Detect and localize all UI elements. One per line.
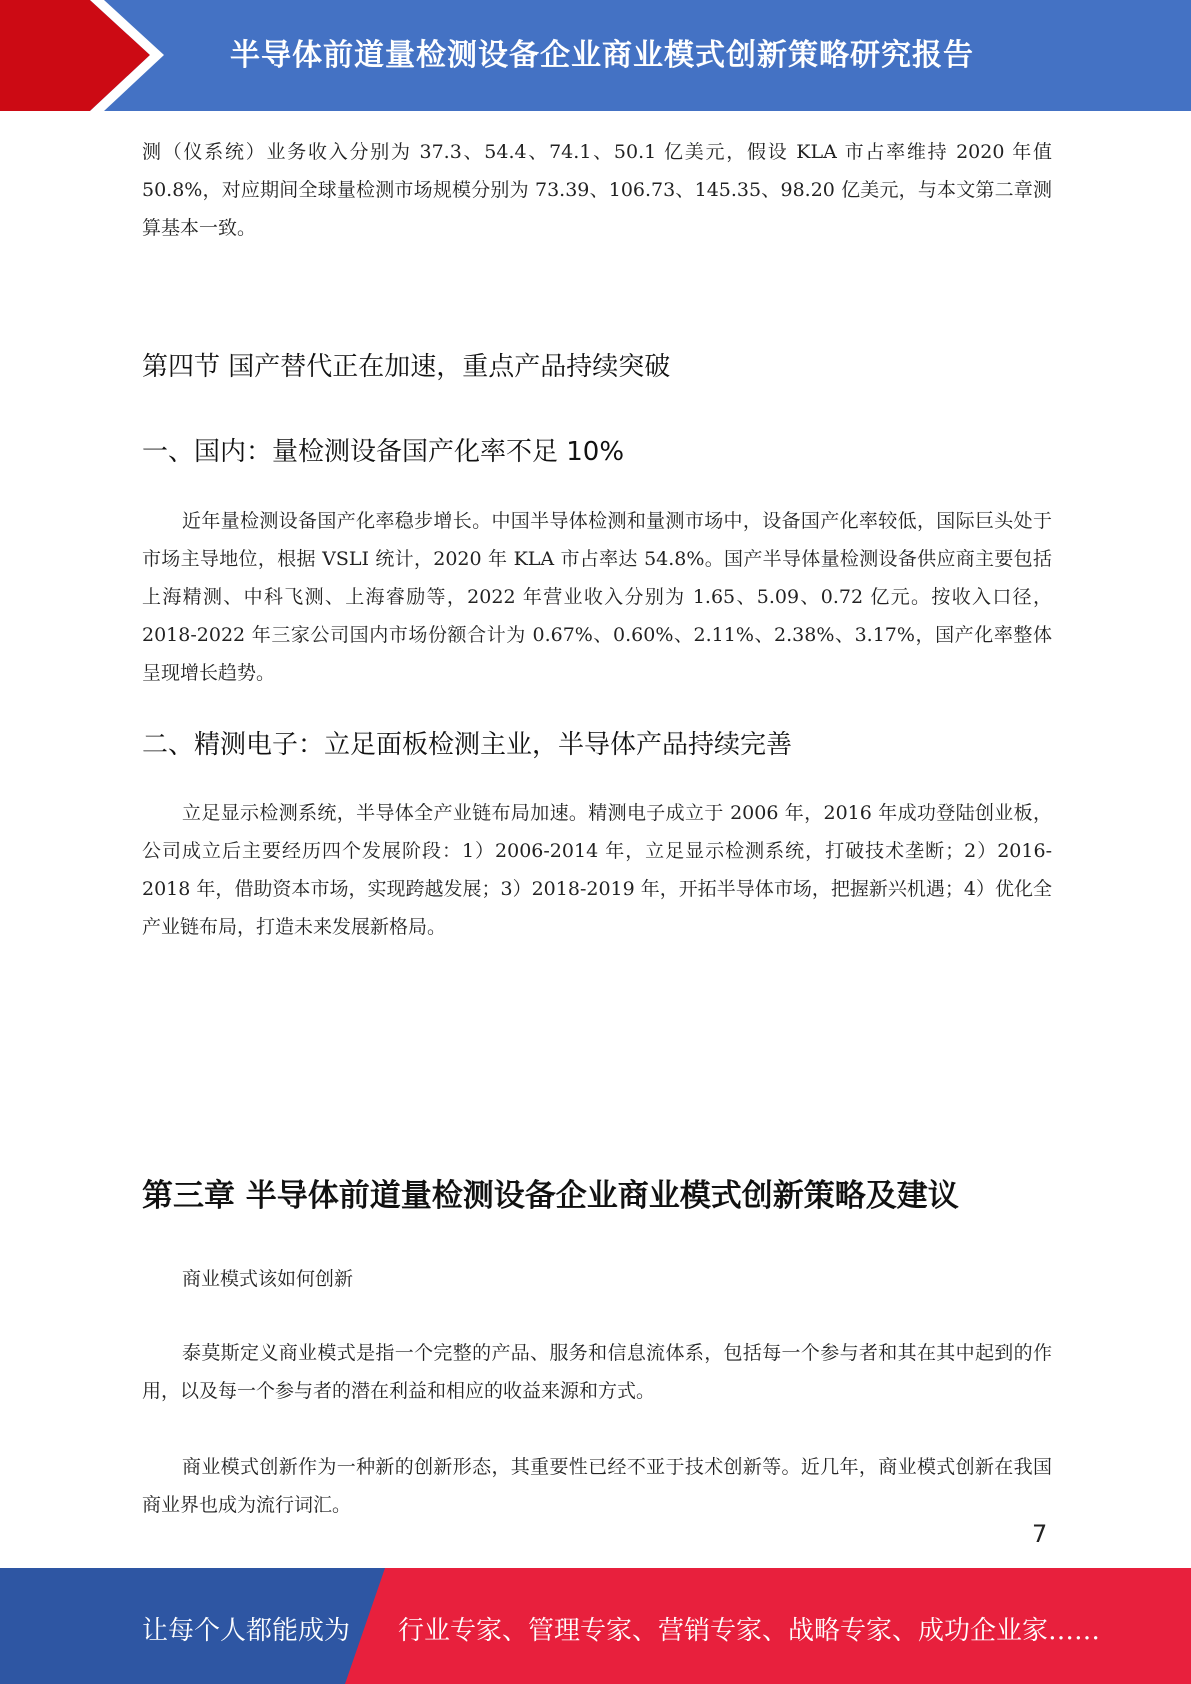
paragraph-jingce-history: 立足显示检测系统，半导体全产业链布局加速。精测电子成立于 2006 年，2016 年成功登陆创业板，公司成立后主要经历四个发展阶段：1）2006-2014 年，立足显示检测系统，打破技术垄断；2）2016-2018 年，借助资本市场，实现跨越发展；3）2018-2019 年，开拓半导体市场，把握新兴机遇；4）优化全产业链布局，打造未来发展新格局。 <box>142 802 1052 938</box>
footer-slogan-right: 行业专家、管理专家、营销专家、战略专家、成功企业家…… <box>398 1616 1101 1646</box>
paragraph-innovation-question: 商业模式该如何创新 <box>182 1268 354 1290</box>
subsection-domestic-heading: 一、国内：量检测设备国产化率不足 10% <box>142 437 625 467</box>
page-number: 7 <box>1032 1520 1048 1548</box>
subsection-jingce-heading: 二、精测电子：立足面板检测主业，半导体产品持续完善 <box>142 730 793 760</box>
paragraph-kla-revenue: 测（仪系统）业务收入分别为 37.3、54.4、74.1、50.1 亿美元，假设 KLA 市占率维持 2020 年值 50.8%，对应期间全球量检测市场规模分别为 73.39、106.73、145.35、98.20 亿美元，与本文第二章测算基本一致。 <box>142 141 1052 239</box>
red-arrow-logo <box>0 0 200 111</box>
paragraph-business-model-innovation: 商业模式创新作为一种新的创新形态，其重要性已经不亚于技术创新等。近几年，商业模式创新在我国商业界也成为流行词汇。 <box>142 1456 1052 1516</box>
paragraph-localization-rate: 近年量检测设备国产化率稳步增长。中国半导体检测和量测市场中，设备国产化率较低，国际巨头处于市场主导地位，根据 VSLI 统计，2020 年 KLA 市占率达 54.8%。国产半导体量检测设备供应商主要包括上海精测、中科飞测、上海睿励等，2022 年营业收入分别为 1.65、5.09、0.72 亿元。按收入口径，2018-2022 年三家公司国内市场份额合计为 0.67%、0.60%、2.11%、2.38%、3.17%，国产化率整体呈现增长趋势。 <box>142 510 1052 684</box>
footer-slogan-left: 让每个人都能成为 <box>142 1616 351 1646</box>
page-footer <box>0 1568 1191 1684</box>
section-4-heading: 第四节 国产替代正在加速，重点产品持续突破 <box>142 352 671 382</box>
report-title: 半导体前道量检测设备企业商业模式创新策略研究报告 <box>230 38 974 73</box>
chapter-3-heading: 第三章 半导体前道量检测设备企业商业模式创新策略及建议 <box>142 1178 959 1214</box>
page-header <box>0 0 1191 111</box>
paragraph-timmers-definition: 泰莫斯定义商业模式是指一个完整的产品、服务和信息流体系，包括每一个参与者和其在其中起到的作用，以及每一个参与者的潜在利益和相应的收益来源和方式。 <box>142 1342 1052 1402</box>
